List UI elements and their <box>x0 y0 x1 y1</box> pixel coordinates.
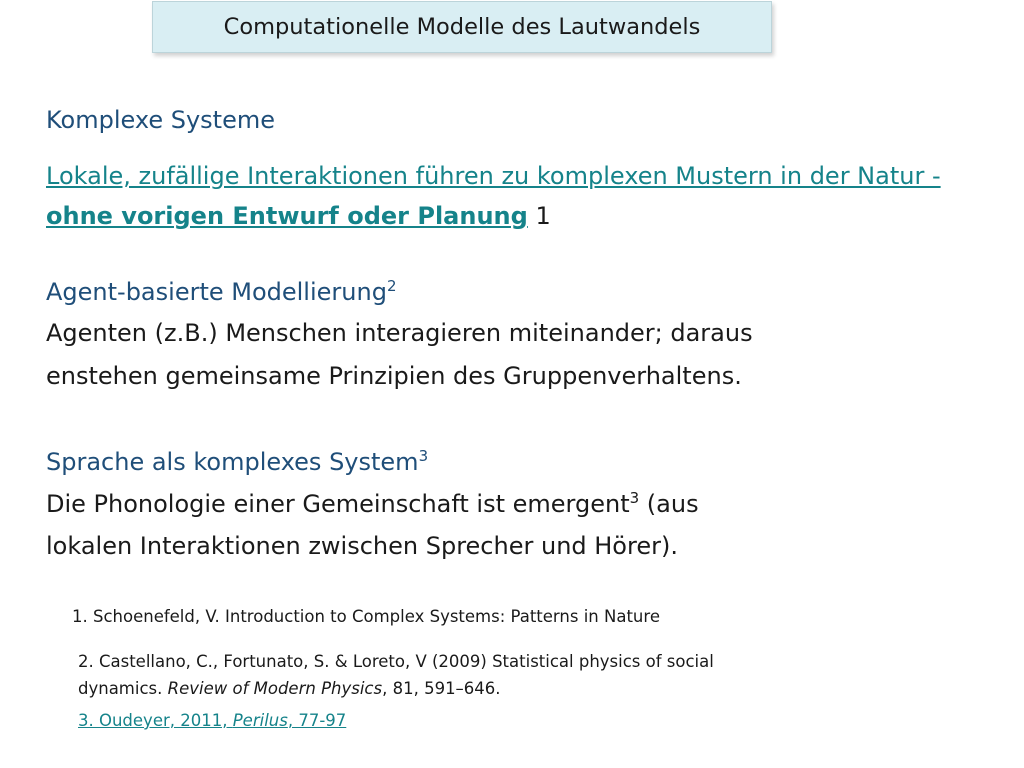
language-system-line-1-text: Die Phonologie einer Gemeinschaft ist emergent <box>46 490 630 518</box>
language-system-line-2: lokalen Interaktionen zwischen Sprecher und Hörer). <box>46 532 678 560</box>
footnote-3-pages: , 77-97 <box>287 711 347 730</box>
footnote-2-pages: , 81, 591–646. <box>382 679 501 698</box>
footnote-3-text: 3. Oudeyer, 2011, <box>78 711 233 730</box>
slide-title: Computationelle Modelle des Lautwandels <box>223 14 701 40</box>
footnote-2-text: dynamics. <box>78 679 168 698</box>
language-system-line-1-tail: (aus <box>639 490 699 518</box>
footnote-3-link[interactable] <box>78 711 346 730</box>
reference-superscript: 2 <box>386 277 397 295</box>
language-system-line-1 <box>46 484 699 524</box>
complex-systems-link-text: Lokale, zufällige Interaktionen führen zu komplexen Mustern in der Natur - <box>46 162 941 190</box>
complex-systems-description <box>46 156 966 236</box>
agent-based-line-1: Agenten (z.B.) Menschen interagieren miteinander; daraus <box>46 319 753 347</box>
agent-based-line-2: enstehen gemeinsame Prinzipien des Gruppenverhaltens. <box>46 362 742 390</box>
complex-systems-link[interactable] <box>46 162 941 230</box>
section-heading-language-system <box>46 446 428 478</box>
footnote-1: 1. Schoenefeld, V. Introduction to Complex Systems: Patterns in Nature <box>72 607 660 626</box>
footnote-3-journal: Perilus <box>232 711 288 730</box>
title-box <box>152 1 772 53</box>
footnote-3 <box>78 708 346 733</box>
section-heading-text: Agent-basierte Modellierung <box>46 278 387 306</box>
reference-superscript: 3 <box>629 489 640 507</box>
reference-marker-1: 1 <box>527 202 551 230</box>
section-heading-text: Komplexe Systeme <box>46 106 275 134</box>
section-heading-agent-based <box>46 276 396 308</box>
section-heading-complex-systems <box>46 104 275 136</box>
footnote-2-journal: Review of Modern Physics <box>167 679 383 698</box>
complex-systems-link-bold-text: ohne vorigen Entwurf oder Planung <box>46 202 528 230</box>
reference-superscript: 3 <box>418 447 429 465</box>
section-heading-text: Sprache als komplexes System <box>46 448 419 476</box>
footnote-2-line-2 <box>78 676 501 701</box>
footnote-2-line-1: 2. Castellano, C., Fortunato, S. & Loreto, V (2009) Statistical physics of social <box>78 652 714 671</box>
